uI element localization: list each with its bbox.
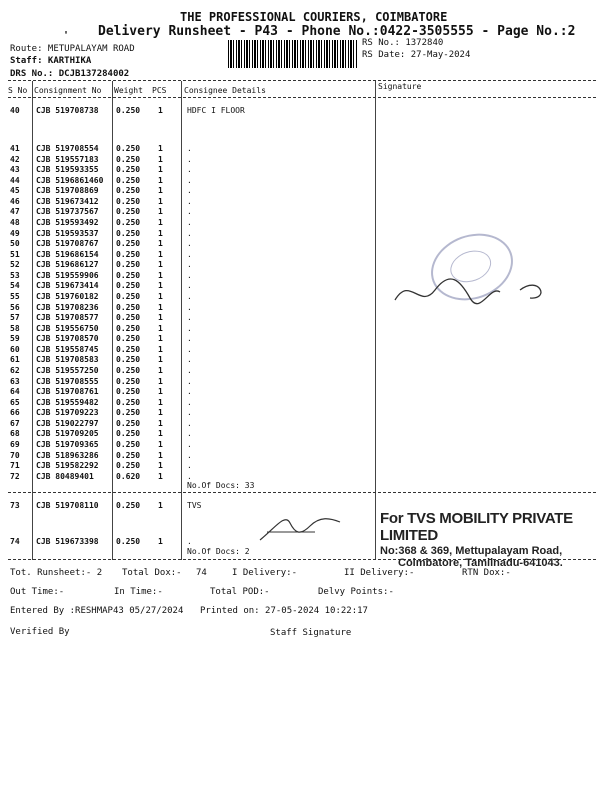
cell-pcs: 1 [158, 365, 163, 375]
staff-signature: Staff Signature [270, 628, 352, 638]
cell-weight: 0.250 [116, 165, 141, 175]
cell-pcs: 1 [158, 196, 163, 206]
cell-weight: 0.250 [116, 207, 141, 217]
cell-consignee: TVS [187, 501, 202, 510]
cell-sno: 70 [10, 450, 20, 460]
cell-weight: 0.250 [116, 537, 141, 546]
cell-pcs: 1 [158, 355, 163, 365]
tot-runsheet: Tot. Runsheet:- 2 [10, 568, 103, 578]
cell-consignee: . [187, 228, 192, 238]
cell-consignment: CJB 519709223 [36, 408, 99, 418]
cell-weight: 0.250 [116, 154, 141, 164]
cell-consignee: . [187, 260, 192, 270]
table-row [0, 429, 600, 439]
cell-sno: 41 [10, 144, 20, 153]
runsheet-title: Delivery Runsheet - P43 - Phone No.:0422-3505555 - Page No.:2 [98, 24, 576, 39]
cell-consignment: CJB 519708570 [36, 334, 99, 344]
cell-sno: 52 [10, 260, 20, 270]
divider [8, 97, 596, 98]
cell-weight: 0.250 [116, 439, 141, 449]
col-consignee: Consignee Details [184, 86, 266, 95]
cell-pcs: 1 [158, 439, 163, 449]
cell-consignee: . [187, 186, 192, 196]
hdfc-signature [390, 270, 560, 315]
table-row [0, 197, 600, 207]
cell-pcs: 1 [158, 537, 163, 546]
cell-consignment: CJB 519708110 [36, 501, 99, 510]
cell-sno: 63 [10, 376, 20, 386]
table-row [0, 419, 600, 429]
cell-consignee: . [187, 334, 192, 344]
table-row [0, 207, 600, 217]
cell-weight: 0.250 [116, 217, 141, 227]
cell-sno: 54 [10, 281, 20, 291]
cell-consignee: . [187, 239, 192, 249]
cell-weight: 0.250 [116, 196, 141, 206]
cell-pcs: 1 [158, 281, 163, 291]
col-pcs: PCS [152, 86, 167, 95]
cell-sno: 72 [10, 471, 20, 481]
cell-weight: 0.250 [116, 461, 141, 471]
cell-weight: 0.250 [116, 270, 141, 280]
table-row [0, 144, 600, 154]
cell-consignee: . [187, 281, 192, 291]
cell-consignee: . [187, 165, 192, 175]
cell-sno: 44 [10, 175, 20, 185]
cell-pcs: 1 [158, 186, 163, 196]
cell-consignee: . [187, 450, 192, 460]
cell-consignee: . [187, 270, 192, 280]
cell-pcs: 1 [158, 260, 163, 270]
cell-pcs: 1 [158, 228, 163, 238]
cell-weight: 0.250 [116, 376, 141, 386]
cell-consignment: CJB 519709365 [36, 439, 99, 449]
cell-consignment: CJB 519708738 [36, 106, 99, 115]
drs-number: DRS No.: DCJB137284002 [10, 69, 130, 79]
cell-weight: 0.620 [116, 471, 141, 481]
cell-sno: 50 [10, 239, 20, 249]
cell-pcs: 1 [158, 397, 163, 407]
cell-weight: 0.250 [116, 313, 141, 323]
table-row [0, 451, 600, 461]
cell-sno: 40 [10, 106, 20, 115]
cell-consignment: CJB 5196861460 [36, 175, 104, 185]
cell-pcs: 1 [158, 207, 163, 217]
cell-weight: 0.250 [116, 418, 141, 428]
cell-sno: 49 [10, 228, 20, 238]
cell-consignee: . [187, 217, 192, 227]
cell-consignment: CJB 519593355 [36, 165, 99, 175]
cell-consignee: . [187, 537, 192, 546]
cell-sno: 57 [10, 313, 20, 323]
cell-consignee: HDFC I FLOOR [187, 106, 245, 115]
cell-consignee: . [187, 355, 192, 365]
total-dox: Total Dox:- [122, 568, 182, 578]
cell-weight: 0.250 [116, 260, 141, 270]
cell-sno: 43 [10, 165, 20, 175]
cell-weight: 0.250 [116, 397, 141, 407]
cell-pcs: 1 [158, 501, 163, 510]
cell-weight: 0.250 [116, 228, 141, 238]
rs-date: RS Date: 27-May-2024 [362, 50, 471, 60]
cell-sno: 71 [10, 461, 20, 471]
divider [8, 80, 596, 81]
cell-consignee: . [187, 313, 192, 323]
cell-consignee: . [187, 344, 192, 354]
cell-sno: 61 [10, 355, 20, 365]
delvy-points: Delvy Points:- [318, 587, 394, 597]
table-row [0, 324, 600, 334]
cell-pcs: 1 [158, 376, 163, 386]
cell-consignment: CJB 80489401 [36, 471, 94, 481]
cell-sno: 64 [10, 387, 20, 397]
cell-consignment: CJB 518963286 [36, 450, 99, 460]
cell-consignee: . [187, 365, 192, 375]
table-row [0, 155, 600, 165]
col-consignment: Consignment No [34, 86, 102, 95]
cell-consignee: . [187, 291, 192, 301]
cell-consignee: . [187, 439, 192, 449]
barcode [228, 40, 358, 68]
cell-sno: 56 [10, 302, 20, 312]
cell-consignment: CJB 519708583 [36, 355, 99, 365]
cell-pcs: 1 [158, 175, 163, 185]
cell-consignment: CJB 519760182 [36, 291, 99, 301]
no-of-docs: No.Of Docs: 33 [187, 481, 255, 490]
cell-consignment: CJB 519708767 [36, 239, 99, 249]
cell-sno: 67 [10, 418, 20, 428]
cell-consignee: . [187, 302, 192, 312]
cell-pcs: 1 [158, 471, 163, 481]
cell-consignment: CJB 519708577 [36, 313, 99, 323]
cell-weight: 0.250 [116, 281, 141, 291]
total-dox-value: 74 [196, 568, 207, 578]
cell-consignment: CJB 519737567 [36, 207, 99, 217]
table-row [0, 186, 600, 196]
cell-weight: 0.250 [116, 429, 141, 439]
cell-pcs: 1 [158, 106, 163, 115]
cell-sno: 42 [10, 154, 20, 164]
cell-consignment: CJB 519559906 [36, 270, 99, 280]
staff: Staff: KARTHIKA [10, 56, 92, 66]
cell-weight: 0.250 [116, 249, 141, 259]
total-pod: Total POD:- [210, 587, 270, 597]
cell-consignment: CJB 519557250 [36, 365, 99, 375]
cell-consignment: CJB 519708555 [36, 376, 99, 386]
table-row [0, 229, 600, 239]
table-row [0, 106, 600, 116]
cell-consignment: CJB 519557183 [36, 154, 99, 164]
cell-consignment: CJB 519673398 [36, 537, 99, 546]
table-row [0, 387, 600, 397]
cell-consignee: . [187, 429, 192, 439]
rtn-dox: RTN Dox:- [462, 568, 511, 578]
cell-sno: 73 [10, 501, 20, 510]
cell-sno: 74 [10, 537, 20, 546]
cell-pcs: 1 [158, 461, 163, 471]
cell-sno: 55 [10, 291, 20, 301]
in-time: In Time:- [114, 587, 163, 597]
cell-consignee: . [187, 144, 192, 153]
table-row [0, 355, 600, 365]
tvs-signature [255, 508, 345, 548]
cell-weight: 0.250 [116, 365, 141, 375]
cell-weight: 0.250 [116, 302, 141, 312]
cell-weight: 0.250 [116, 334, 141, 344]
cell-consignee: . [187, 387, 192, 397]
cell-sno: 51 [10, 249, 20, 259]
company-title: THE PROFESSIONAL COURIERS, COIMBATORE [180, 10, 448, 24]
table-row [0, 239, 600, 249]
cell-consignee: . [187, 376, 192, 386]
cell-consignee: . [187, 461, 192, 471]
cell-weight: 0.250 [116, 186, 141, 196]
cell-pcs: 1 [158, 387, 163, 397]
cell-consignment: CJB 519593537 [36, 228, 99, 238]
verified-by: Verified By [10, 627, 70, 637]
cell-sno: 58 [10, 323, 20, 333]
cell-pcs: 1 [158, 334, 163, 344]
cell-consignment: CJB 519709205 [36, 429, 99, 439]
cell-consignment: CJB 519686127 [36, 260, 99, 270]
cell-weight: 0.250 [116, 239, 141, 249]
printed-on: Printed on: 27-05-2024 10:22:17 [200, 606, 368, 616]
cell-consignment: CJB 519556750 [36, 323, 99, 333]
cell-consignment: CJB 519673412 [36, 196, 99, 206]
rs-number: RS No.: 1372840 [362, 38, 444, 48]
cell-pcs: 1 [158, 418, 163, 428]
cell-pcs: 1 [158, 217, 163, 227]
cell-sno: 53 [10, 270, 20, 280]
cell-consignment: CJB 519582292 [36, 461, 99, 471]
table-row [0, 366, 600, 376]
cell-weight: 0.250 [116, 144, 141, 153]
cell-sno: 59 [10, 334, 20, 344]
table-row [0, 334, 600, 344]
cell-sno: 62 [10, 365, 20, 375]
tvs-stamp [380, 510, 600, 569]
cell-pcs: 1 [158, 313, 163, 323]
cell-pcs: 1 [158, 323, 163, 333]
cell-consignee: . [187, 408, 192, 418]
table-row [0, 345, 600, 355]
cell-pcs: 1 [158, 249, 163, 259]
cell-weight: 0.250 [116, 387, 141, 397]
cell-sno: 46 [10, 196, 20, 206]
cell-sno: 45 [10, 186, 20, 196]
cell-pcs: 1 [158, 270, 163, 280]
cell-sno: 68 [10, 429, 20, 439]
tvs-stamp-line2: No:368 & 369, Mettupalayam Road, [380, 545, 563, 557]
table-row [0, 461, 600, 471]
cell-pcs: 1 [158, 429, 163, 439]
cell-sno: 47 [10, 207, 20, 217]
cell-weight: 0.250 [116, 323, 141, 333]
table-row [0, 440, 600, 450]
col-weight: Weight [114, 86, 143, 95]
divider [8, 492, 596, 493]
cell-pcs: 1 [158, 239, 163, 249]
cell-consignee: . [187, 196, 192, 206]
cell-consignment: CJB 519686154 [36, 249, 99, 259]
no-of-docs: No.Of Docs: 2 [187, 547, 250, 556]
cell-consignee: . [187, 418, 192, 428]
cell-consignee: . [187, 249, 192, 259]
cell-consignment: CJB 519559482 [36, 397, 99, 407]
route: Route: METUPALAYAM ROAD [10, 44, 135, 54]
cell-weight: 0.250 [116, 175, 141, 185]
cell-consignment: CJB 519558745 [36, 344, 99, 354]
cell-consignment: CJB 519593492 [36, 217, 99, 227]
cell-consignment: CJB 519708761 [36, 387, 99, 397]
cell-sno: 48 [10, 217, 20, 227]
cell-consignment: CJB 519022797 [36, 418, 99, 428]
cell-sno: 69 [10, 439, 20, 449]
cell-pcs: 1 [158, 154, 163, 164]
cell-pcs: 1 [158, 302, 163, 312]
col-sno: S No [8, 86, 28, 95]
table-row [0, 218, 600, 228]
table-row [0, 377, 600, 387]
cell-weight: 0.250 [116, 291, 141, 301]
cell-weight: 0.250 [116, 355, 141, 365]
i-delivery: I Delivery:- [232, 568, 298, 578]
cell-consignment: CJB 519673414 [36, 281, 99, 291]
cell-pcs: 1 [158, 408, 163, 418]
cell-consignment: CJB 519708236 [36, 302, 99, 312]
col-signature: Signature [378, 82, 422, 91]
cell-sno: 65 [10, 397, 20, 407]
table-row [0, 408, 600, 418]
cell-pcs: 1 [158, 144, 163, 153]
cell-sno: 66 [10, 408, 20, 418]
cell-consignee: . [187, 471, 192, 481]
ii-delivery: II Delivery:- [344, 568, 415, 578]
table-row [0, 165, 600, 175]
cell-consignment: CJB 519708869 [36, 186, 99, 196]
cell-pcs: 1 [158, 450, 163, 460]
cell-sno: 60 [10, 344, 20, 354]
cell-consignment: CJB 519708554 [36, 144, 99, 153]
cell-consignee: . [187, 154, 192, 164]
cell-weight: 0.250 [116, 344, 141, 354]
cell-weight: 0.250 [116, 501, 141, 510]
cell-weight: 0.250 [116, 450, 141, 460]
out-time: Out Time:- [10, 587, 65, 597]
cell-weight: 0.250 [116, 106, 141, 115]
cell-consignee: . [187, 397, 192, 407]
table-row [0, 472, 600, 482]
header-dot: ' [63, 30, 70, 41]
cell-consignee: . [187, 323, 192, 333]
table-row [0, 176, 600, 186]
cell-pcs: 1 [158, 165, 163, 175]
table-row [0, 398, 600, 408]
tvs-stamp-line3: Coimbatore, Tamilnadu-641043. [398, 557, 563, 569]
cell-consignee: . [187, 207, 192, 217]
cell-weight: 0.250 [116, 408, 141, 418]
cell-pcs: 1 [158, 291, 163, 301]
entered-by: Entered By :RESHMAP43 05/27/2024 [10, 606, 184, 616]
cell-consignee: . [187, 175, 192, 185]
tvs-stamp-line1: For TVS MOBILITY PRIVATE LIMITED [380, 510, 573, 544]
cell-pcs: 1 [158, 344, 163, 354]
